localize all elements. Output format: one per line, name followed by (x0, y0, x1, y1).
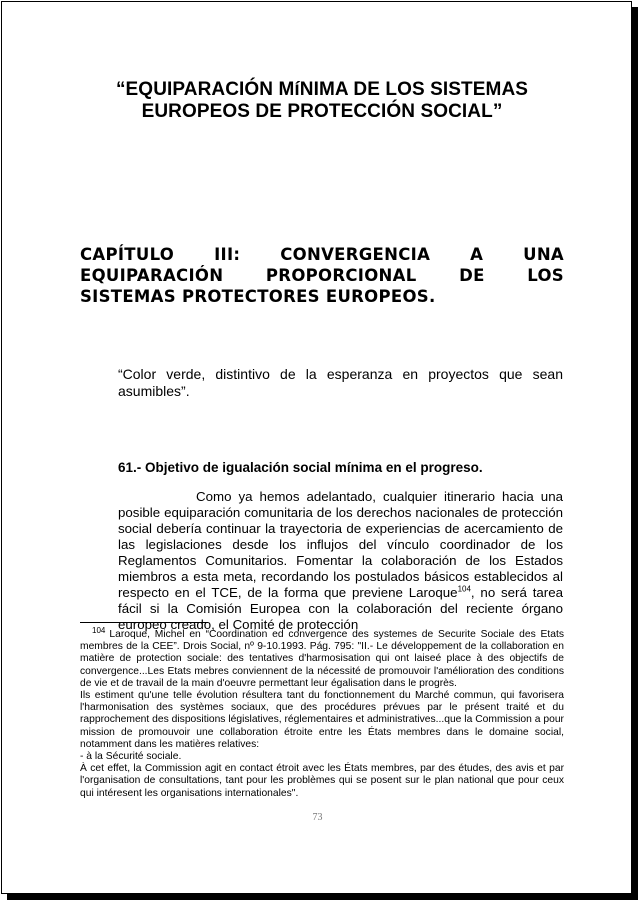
footnote-paragraph-3: - à la Sécurité sociale. (80, 751, 182, 763)
footnote (80, 625, 564, 800)
body-text-part-1: Como ya hemos adelantado, cualquier itinerario hacia una posible equiparación comunitaria de los derechos nacionales de protección social debería continuar la trayectoria de experiencias de acercamiento de las legislaciones desde los influjos del vínculo coordinador de los Reglamentos Comunitarios. Fomentar la colaboración de los Estados miembros a esta meta, recordando los postulados básicos establecidos al respecto en el TCE, de la forma que previene Laroque (118, 489, 563, 600)
title-line-1: “EQUIPARACIÓN MíNIMA DE LOS SISTEMAS (115, 79, 529, 100)
chapter-line-2: EQUIPARACIÓN PROPORCIONAL DE LOS (80, 266, 564, 285)
footnote-text-1: Laroque, Michel en “Coordination ed convergence des systemes de Securite Sociale des Etats membres de la CEE”. Drois Social, nº 9-10.1993. Pág. 795: "II.- Le développement de la collaboration en matière de protection sociale: des tentatives d'harmosisation qui ont laiseé place à des objectifs de convergence...Les Etats mebres conviennent de la nécessité de promouvoir l'amélioration des conditions de vie et de travail de la main d'oeuvre permettant leur égalisation dans le progrès. (80, 629, 564, 689)
chapter-line-3: SISTEMAS PROTECTORES EUROPEOS. (80, 287, 436, 306)
footnote-paragraph-4: À cet effet, la Commission agit en contact étroit avec les États membres, par des études, des avis et par l'organisation de consultations, tant pour les problèmes qui se posent sur le plan national que pour ceux qui intéresent les organisations internationales". (80, 763, 564, 799)
footnote-paragraph-1: $^{104}$ Laroque, Michel en “Coordination ed convergence des systemes de Securite Sociale des Etats membres de la CEE”. Drois Social, nº 9-10.1993. Pág. 795: "II.- Le développement de la collaboration en matière de protection sociale: des tentatives d'harmosisation qui ont laiseé place à des objectifs de convergence...Les Etats mebres conviennent de la nécessité de promouvoir l'amélioration des conditions de vie et de travail de la main d'oeuvre permettant leur égalisation dans le progrès. (80, 625, 564, 689)
page-number: 73 (312, 812, 323, 823)
epigraph-quote: “Color verde, distintivo de la esperanza en proyectos que sean asumibles”. (118, 366, 563, 399)
title-line-2: EUROPEOS DE PROTECCIÓN SOCIAL” (141, 101, 503, 122)
section-heading: 61.- Objetivo de igualación social mínima en el progreso. (118, 460, 483, 475)
body-paragraph (118, 489, 563, 633)
footnote-separator (80, 622, 208, 623)
footnote-paragraph-2: Ils estiment qu'une telle évolution résultera tant du fonctionnement du Marché commun, qui favorisera l'harmonisation des systèmes sociaux, que des procédures prévues par le présent traité et du rapprochement des dispositions législatives, réglementaires et administratives...que la Commission a pour mission de promouvoir une collaboration étroite entre les États membres dans le domaine social, notamment dans les matières relatives: (80, 690, 564, 750)
body-text-part-2: , no será tarea fácil si la Comisión Europea con la colaboración del reciente órgano europeo creado, el Comité de protección (118, 585, 563, 632)
chapter-heading (80, 244, 564, 307)
footnote-reference[interactable]: 104 (457, 584, 471, 594)
document-page (1, 1, 632, 894)
document-title (72, 79, 572, 123)
chapter-line-1: CAPÍTULO III: CONVERGENCIA A UNA (80, 245, 564, 264)
